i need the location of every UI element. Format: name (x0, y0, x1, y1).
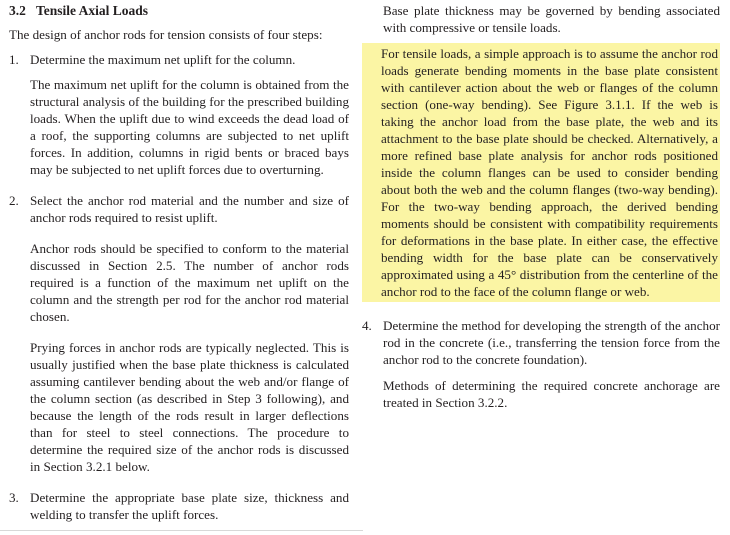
step-number: 2. (9, 193, 19, 208)
section-number: 3.2 (9, 3, 26, 18)
step-2 (9, 192, 349, 226)
intro-paragraph: The design of anchor rods for tension consists of four steps: (9, 27, 323, 42)
step-text: Select the anchor rod material and the number and size of anchor rods required to resist uplift. (30, 193, 349, 225)
step-text: Determine the method for developing the strength of the anchor rod in the concrete (i.e., transferring the tension force from the anchor rod to the concrete foundation). (383, 318, 720, 367)
step-3-body-a: Base plate thickness may be governed by bending associated with compressive or tensile loads. (383, 3, 720, 35)
step-1 (9, 51, 349, 68)
left-column (9, 0, 349, 523)
step-1-body: The maximum net uplift for the column is obtained from the structural analysis of the building for the prescribed building loads. When the uplift due to wind exceeds the dead load of a roof, the supporting columns are subjected to net uplift forces. In addition, columns in rigid bents or braced bays may be subjected to net uplift forces due to overturning. (30, 77, 349, 177)
right-column (362, 0, 720, 411)
highlighted-paragraph: For tensile loads, a simple approach is to assume the anchor rod loads generate bending moments in the base plate consistent with cantilever action about the web or flanges of the column section (one-way bending). See Figure 3.1.1. If the web is taking the anchor load from the base plate, the web and its attachment to the base plate should be checked. Alternatively, a more refined base plate analysis for anchor rods positioned inside the column flanges can be used to consider bending about both the web and the column flanges (two-way bending). For the two-way bending approach, the derived bending moments should be consistent with compatibility requirements for deformations in the base plate. In either case, the effective bending width for the base plate can be conservatively approximated using a 45° distribution from the centerline of the anchor rod to the face of the column flange or web. (362, 43, 720, 302)
step-4 (362, 317, 720, 368)
step-number: 3. (9, 490, 19, 505)
step-2-body-a: Anchor rods should be specified to conform to the material discussed in Section 2.5. The number of anchor rods required is a function of the maximum net uplift on the column and the strength per rod for the anchor rod material chosen. (30, 241, 349, 324)
step-2-body-b: Prying forces in anchor rods are typically neglected. This is usually justified when the base plate thickness is calculated assuming cantilever bending about the web and/or flange of the column section (as described in Step 3 following), and because the length of the rods result in larger deflections than for steel to steel connections. The procedure to determine the required size of the anchor rods is discussed in Section 3.2.1 below. (30, 340, 349, 474)
step-text: Determine the appropriate base plate size, thickness and welding to transfer the uplift forces. (30, 490, 349, 522)
step-number: 1. (9, 52, 19, 67)
step-number: 4. (362, 318, 372, 333)
step-3 (9, 489, 349, 523)
step-text: Determine the maximum net uplift for the column. (30, 52, 296, 67)
column-footer-rule (0, 530, 363, 531)
section-title: Tensile Axial Loads (36, 3, 149, 18)
step-4-body: Methods of determining the required concrete anchorage are treated in Section 3.2.2. (383, 378, 720, 410)
section-heading (9, 2, 349, 19)
